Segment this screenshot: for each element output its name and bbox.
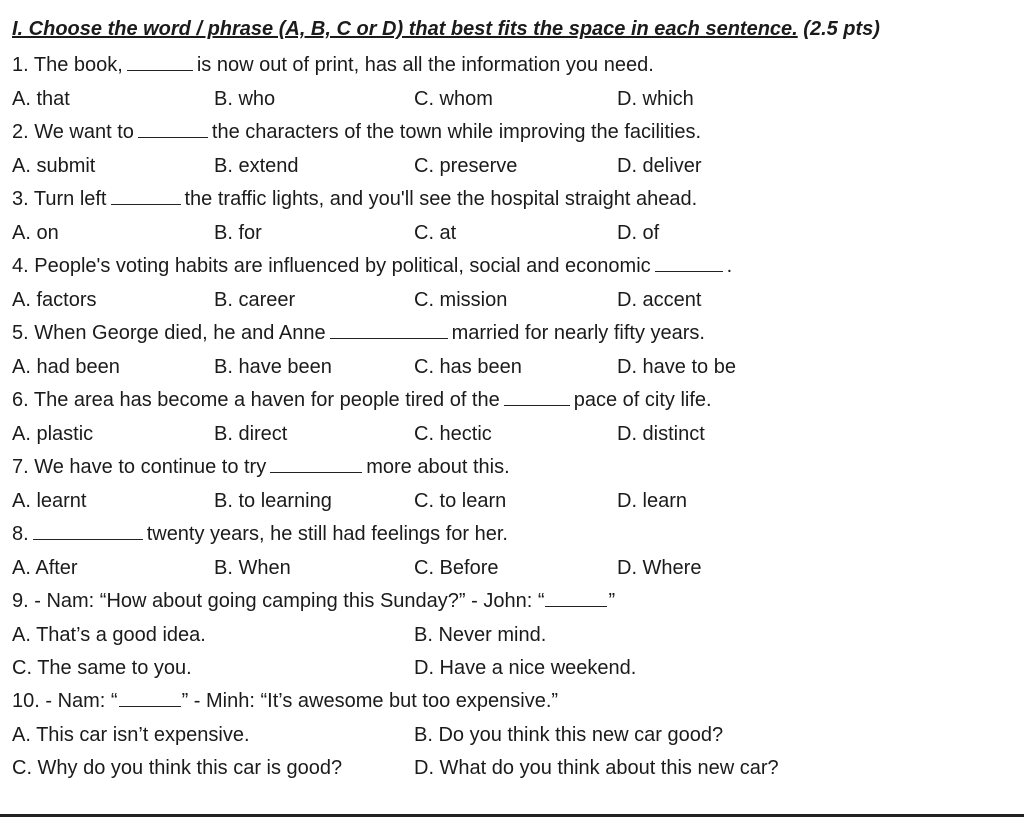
question-8-option-a[interactable]: A. After	[12, 557, 78, 579]
question-4-option-b[interactable]: B. career	[214, 289, 296, 311]
question-1-blank	[127, 54, 193, 71]
question-10-blank	[119, 690, 181, 707]
question-6-option-b[interactable]: B. direct	[214, 423, 288, 445]
question-7-option-a[interactable]: A. learnt	[12, 490, 87, 512]
question-7-option-d[interactable]: D. learn	[617, 490, 688, 512]
question-4-stem-after: .	[726, 255, 733, 277]
question-10-option-d[interactable]: D. What do you think about this new car?	[414, 757, 779, 779]
question-8-option-b[interactable]: B. When	[214, 557, 291, 579]
section-instruction: I. Choose the word / phrase (A, B, C or D) that best fits the space in each sentence.	[12, 18, 798, 40]
question-2-stem-before: 2. We want to	[12, 121, 134, 143]
question-9-option-c[interactable]: C. The same to you.	[12, 657, 192, 679]
question-9-option-d[interactable]: D. Have a nice weekend.	[414, 657, 637, 679]
question-9-option-b[interactable]: B. Never mind.	[414, 624, 547, 646]
question-5	[12, 318, 705, 348]
question-6	[12, 385, 712, 415]
question-8-stem-before: 8.	[12, 523, 29, 545]
question-2-option-c[interactable]: C. preserve	[414, 155, 518, 177]
question-2-option-a[interactable]: A. submit	[12, 155, 96, 177]
section-title	[12, 18, 880, 41]
question-7-stem-after: more about this.	[366, 456, 510, 478]
question-5-option-c[interactable]: C. has been	[414, 356, 522, 378]
question-8-blank	[33, 523, 143, 540]
question-8-option-c[interactable]: C. Before	[414, 557, 499, 579]
question-4-option-a[interactable]: A. factors	[12, 289, 97, 311]
question-6-stem-before: 6. The area has become a haven for people tired of the	[12, 389, 500, 411]
question-7-blank	[270, 456, 362, 473]
bottom-divider	[0, 814, 1024, 817]
question-8-stem-after: twenty years, he still had feelings for her.	[146, 523, 508, 545]
question-2-blank	[138, 121, 208, 138]
section-points: (2.5 pts)	[803, 18, 880, 40]
question-2-option-d[interactable]: D. deliver	[617, 155, 702, 177]
question-3-option-b[interactable]: B. for	[214, 222, 262, 244]
question-9-blank	[545, 590, 607, 607]
question-3	[12, 184, 697, 214]
question-4	[12, 251, 732, 281]
question-4-option-c[interactable]: C. mission	[414, 289, 508, 311]
question-10-stem-before: 10. - Nam: “	[12, 690, 118, 712]
question-10-option-a[interactable]: A. This car isn’t expensive.	[12, 724, 250, 746]
question-9-option-a[interactable]: A. That’s a good idea.	[12, 624, 206, 646]
question-10-option-b[interactable]: B. Do you think this new car good?	[414, 724, 724, 746]
question-6-stem-after: pace of city life.	[573, 389, 712, 411]
question-5-stem-before: 5. When George died, he and Anne	[12, 322, 326, 344]
question-8-option-d[interactable]: D. Where	[617, 557, 702, 579]
question-5-stem-after: married for nearly fifty years.	[451, 322, 705, 344]
question-1-option-a[interactable]: A. that	[12, 88, 70, 110]
question-5-option-b[interactable]: B. have been	[214, 356, 332, 378]
question-3-stem-before: 3. Turn left	[12, 188, 107, 210]
question-8	[12, 519, 508, 549]
question-6-option-a[interactable]: A. plastic	[12, 423, 94, 445]
question-7	[12, 452, 510, 482]
question-4-blank	[655, 255, 723, 272]
question-5-option-a[interactable]: A. had been	[12, 356, 120, 378]
question-7-option-c[interactable]: C. to learn	[414, 490, 507, 512]
question-9	[12, 586, 615, 616]
question-1-stem-after: is now out of print, has all the information you need.	[196, 54, 654, 76]
question-10-option-c[interactable]: C. Why do you think this car is good?	[12, 757, 343, 779]
question-1-option-b[interactable]: B. who	[214, 88, 276, 110]
question-9-stem-after: ”	[608, 590, 616, 612]
question-6-option-c[interactable]: C. hectic	[414, 423, 492, 445]
question-9-stem-before: 9. - Nam: “How about going camping this Sunday?” - John: “	[12, 590, 545, 612]
question-3-stem-after: the traffic lights, and you'll see the hospital straight ahead.	[184, 188, 698, 210]
question-6-blank	[504, 389, 570, 406]
question-5-option-d[interactable]: D. have to be	[617, 356, 736, 378]
question-1-stem-before: 1. The book,	[12, 54, 123, 76]
question-3-option-a[interactable]: A. on	[12, 222, 59, 244]
question-3-blank	[111, 188, 181, 205]
question-7-stem-before: 7. We have to continue to try	[12, 456, 267, 478]
question-6-option-d[interactable]: D. distinct	[617, 423, 705, 445]
question-4-stem-before: 4. People's voting habits are influenced by political, social and economic	[12, 255, 651, 277]
question-1	[12, 50, 654, 80]
question-1-option-d[interactable]: D. which	[617, 88, 694, 110]
question-2-option-b[interactable]: B. extend	[214, 155, 299, 177]
question-10	[12, 686, 558, 716]
question-1-option-c[interactable]: C. whom	[414, 88, 493, 110]
question-3-option-d[interactable]: D. of	[617, 222, 660, 244]
question-5-blank	[330, 322, 448, 339]
question-2-stem-after: the characters of the town while improving the facilities.	[211, 121, 702, 143]
question-4-option-d[interactable]: D. accent	[617, 289, 702, 311]
question-7-option-b[interactable]: B. to learning	[214, 490, 332, 512]
question-3-option-c[interactable]: C. at	[414, 222, 457, 244]
question-2	[12, 117, 701, 147]
question-10-stem-after: ” - Minh: “It’s awesome but too expensive.”	[181, 690, 559, 712]
